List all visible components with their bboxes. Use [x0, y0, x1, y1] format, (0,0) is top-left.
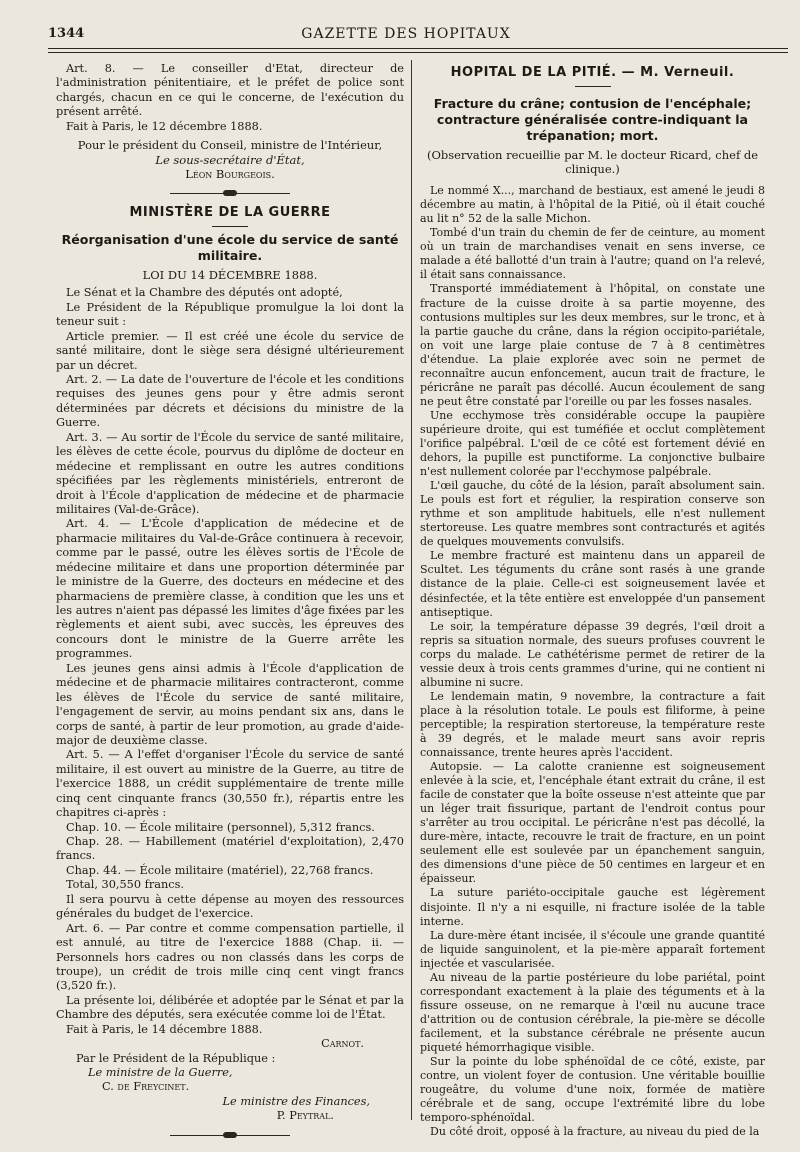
- left-column: [56, 62, 404, 1142]
- article-3: Art. 3. — Au sortir de l'École du service de santé militaire, les élèves de cette école, pourvus du diplôme de docteur en médecine et remplissant en outre les autres conditions spécifiées par les règlements ministériels, entreront de droit à l'École d'application de médecine et de pharmacie militaires (Val-de-Grâce).: [56, 430, 404, 516]
- loi-date: LOI DU 14 DÉCEMBRE 1888.: [142, 267, 318, 282]
- right-column: [420, 62, 765, 1139]
- case-paragraph-14: Du côté droit, opposé à la fracture, au niveau du pied de la: [430, 1125, 760, 1139]
- case-title: Fracture du crâne; contusion de l'encéphale; contracture généralisée contre-indiquant la trépanation; mort.: [433, 96, 752, 144]
- article-8: Art. 8. — Le conseiller d'Etat, directeur de l'administration pénitentiaire, et le préfet de police sont chargés, chacun en ce qui le concerne, de l'exécution du présent arrêté.: [56, 62, 404, 119]
- senat-paragraph: Le Sénat et la Chambre des députés ont adopté,: [66, 286, 343, 300]
- ministre-finances: Le ministre des Finances,: [222, 1094, 370, 1108]
- subtitle-ecole: Réorganisation d'une école du service de santé militaire.: [61, 231, 399, 263]
- header-rule-bottom: [48, 52, 788, 53]
- case-paragraph-10: La suture pariéto-occipitale gauche est légèrement disjointe. Il n'y a ni esquille, ni fracture isolée de la table interne.: [420, 886, 765, 928]
- article-5: Art. 5. — A l'effet d'organiser l'École du service de santé militaire, il est ouvert au ministre de la Guerre, au titre de l'exercice 1888, un crédit supplémentaire de trente mille cinq cent cinquante francs (30,550 fr.), répartis entre les chapitres ci-après :: [56, 748, 404, 820]
- case-paragraph-7: Le soir, la température dépasse 39 degrés, l'œil droit a repris sa situation normale, des sueurs profuses couvrent le corps du malade. Le cathétérisme permet de retirer de la vessie deux à trois cents grammes d'urine, qui ne contient ni albumine ni sucre.: [420, 619, 765, 689]
- chapter-10: Chap. 10. — École militaire (personnel), 5,312 francs.: [66, 820, 375, 834]
- case-paragraph-4: Une ecchymose très considérable occupe la paupière supérieure droite, qui est tuméfiée et occlut complètement l'orifice palpébral. L'œil de ce côté est fortement dévié en dehors, la pupille est punctiforme. La conjonctive bulbaire n'est nullement colorée par l'ecchymose palpébrale.: [420, 408, 765, 479]
- case-paragraph-1: Le nommé X..., marchand de bestiaux, est amené le jeudi 8 décembre au matin, à l'hôpital de la Pitié, où il était couché au lit n° 52 de la salle Michon.: [420, 184, 765, 226]
- pourvu-paragraph: Il sera pourvu à cette dépense au moyen des ressources générales du budget de l'exercice.: [56, 892, 404, 921]
- section-title-guerre: MINISTÈRE DE LA GUERRE: [129, 204, 331, 220]
- observation-credit: (Observation recueillie par M. le docteur Ricard, chef de clinique.): [426, 148, 759, 177]
- signature-peytral: P. Peytral.: [276, 1109, 334, 1123]
- hospital-title: HOPITAL DE LA PITIÉ. — M. Verneuil.: [450, 65, 735, 80]
- presente-loi-paragraph: La présente loi, délibérée et adoptée par le Sénat et par la Chambre des députés, sera exécutée comme loi de l'État.: [56, 993, 404, 1022]
- signature-carnot: Carnot.: [321, 1037, 364, 1051]
- page-number: 1344: [48, 26, 85, 41]
- article-6: Art. 6. — Par contre et comme compensation partielle, il est annulé, au titre de l'exercice 1888 (Chap. ii. — Personnels hors cadres ou non classés dans les corps de troupe), un crédit de trois mille cinq cent vingt francs (3,520 fr.).: [56, 921, 404, 993]
- fait-a-paris-2: Fait à Paris, le 14 décembre 1888.: [66, 1022, 263, 1036]
- par-le-president: Par le Président de la République :: [76, 1051, 276, 1065]
- signature-1-name: Léon Bourgeois.: [185, 167, 275, 182]
- header-rule-top: [48, 48, 788, 49]
- signature-1-line-1: Pour le président du Conseil, ministre de l'Intérieur,: [77, 138, 383, 153]
- page-header: [48, 26, 764, 46]
- case-paragraph-3: Transporté immédiatement à l'hôpital, on constate une fracture de la cuisse droite à sa partie moyenne, des contusions multiples sur les deux membres, sur le tronc, et à la partie gauche du crâne, dans la région occipito-pariétale, on voit une large plaie contuse de 7 à 8 centimètres d'étendue. La plaie explorée avec soin ne permet de reconnaître aucun enfoncement, aucun trait de fracture, le péricrâne ne paraît pas décollé. Aucun écoulement de sang ne peut être constaté par l'oreille ou par les fosses nasales.: [420, 282, 765, 408]
- column-separator: [411, 60, 412, 1120]
- case-paragraph-13: Sur la pointe du lobe sphénoïdal de ce côté, existe, par contre, un violent foyer de contusion. Une véritable bouillie rougeâtre, du volume d'une noix, formée de matière cérébrale et de sang, occupe l'extrémité libre du lobe temporo-sphénoïdal.: [420, 1055, 765, 1125]
- short-rule-right: [420, 80, 765, 92]
- autopsy-paragraph: Autopsie. — La calotte cranienne est soigneusement enlevée à la scie, et, l'encéphale étant extrait du crâne, il est facile de constater que la boîte osseuse n'est atteinte que par un léger trait fissurique, partant de l'endroit contus pour s'arrêter au trou occipital. Le péricrâne n'est pas décollé, la dure-mère, intacte, recouvre le trait de fracture, en un point seulement elle est soulevée par un épanchement sanguin, des dimensions d'une pièce de 50 centimes en largeur et en épaisseur.: [420, 760, 765, 886]
- ornament-divider: [56, 186, 404, 200]
- case-paragraph-11: La dure-mère étant incisée, il s'écoule une grande quantité de liquide sanguinolent, et la pie-mère apparaît fortement injectée et vascularisée.: [420, 928, 765, 970]
- chapter-28: Chap. 28. — Habillement (matériel d'exploitation), 2,470 francs.: [56, 835, 404, 863]
- article-2: Art. 2. — La date de l'ouverture de l'école et les conditions requises des jeunes gens pour y être admis seront déterminées par décrets et décisions du ministre de la Guerre.: [56, 373, 404, 430]
- signature-1-line-2: Le sous-secrétaire d'État,: [155, 152, 305, 167]
- jeunes-gens-paragraph: Les jeunes gens ainsi admis à l'École d'application de médecine et de pharmacie militaires contracteront, comme les élèves de l'École du service de santé militaire, l'engagement de servir, au moins pendant six ans, dans le corps de santé, à partir de leur promotion, au grade d'aide-major de deuxième classe.: [56, 661, 404, 747]
- ornament-divider-bottom: [56, 1128, 404, 1142]
- total-line: Total, 30,550 francs.: [66, 878, 184, 892]
- case-paragraph-6: Le membre fracturé est maintenu dans un appareil de Scultet. Les téguments du crâne sont rasés à une grande distance de la plaie. Celle-ci est soigneusement lavée et désinfectée, et la tête entière est enveloppée d'un pansement antiseptique.: [420, 549, 765, 619]
- article-premier: Article premier. — Il est créé une école du service de santé militaire, dont le siège sera désigné ultérieurement par un décret.: [56, 329, 404, 372]
- signature-freycinet: C. de Freycinet.: [102, 1080, 190, 1094]
- case-paragraph-12: Au niveau de la partie postérieure du lobe pariétal, point correspondant exactement à la plaie des téguments et à la fissure osseuse, on ne remarque à l'œil nu aucune trace d'attrition ou de contusion cérébrale, la pie-mère se décolle facilement, et la substance cérébrale ne présente aucun piqueté hémorrhagique visible.: [420, 970, 765, 1054]
- article-4: Art. 4. — L'École d'application de médecine et de pharmacie militaires du Val-de-Grâce continuera à recevoir, comme par le passé, outre les élèves sortis de l'École de médecine militaire et dans une proportion déterminée par le ministre de la Guerre, des docteurs en médecine et des pharmaciens de première classe, à condition que les uns et les autres n'aient pas dépassé les limites d'âge fixées par les règlements et aient subi, avec succès, les épreuves des concours dont le ministre de la Guerre arrête les programmes.: [56, 517, 404, 661]
- short-rule: [56, 220, 404, 232]
- fait-a-paris-1: Fait à Paris, le 12 décembre 1888.: [66, 119, 263, 133]
- ministre-guerre: Le ministre de la Guerre,: [88, 1066, 233, 1079]
- case-paragraph-2: Tombé d'un train du chemin de fer de ceinture, au moment où un train de marchandises venait en sens inverse, ce malade a été ballotté d'un train à l'autre; quand on l'a relevé, il était sans connaissance.: [420, 226, 765, 282]
- president-paragraph: Le Président de la République promulgue la loi dont la teneur suit :: [56, 300, 404, 329]
- journal-title: GAZETTE DES HOPITAUX: [301, 26, 511, 42]
- case-paragraph-5: L'œil gauche, du côté de la lésion, paraît absolument sain. Le pouls est fort et régulier, la respiration conserve son rythme et son amplitude habituels, elle n'est nullement stertoreuse. Les quatre membres sont contracturés et agités de quelques mouvements convulsifs.: [420, 479, 765, 549]
- chapter-44: Chap. 44. — École militaire (matériel), 22,768 francs.: [66, 863, 374, 877]
- case-paragraph-8: Le lendemain matin, 9 novembre, la contracture a fait place à la résolution totale. Le pouls est filiforme, à peine perceptible; la respiration stertoreuse, la température reste à 39 degrés, et le malade meurt sans avoir repris connaissance, trente heures après l'accident.: [420, 689, 765, 760]
